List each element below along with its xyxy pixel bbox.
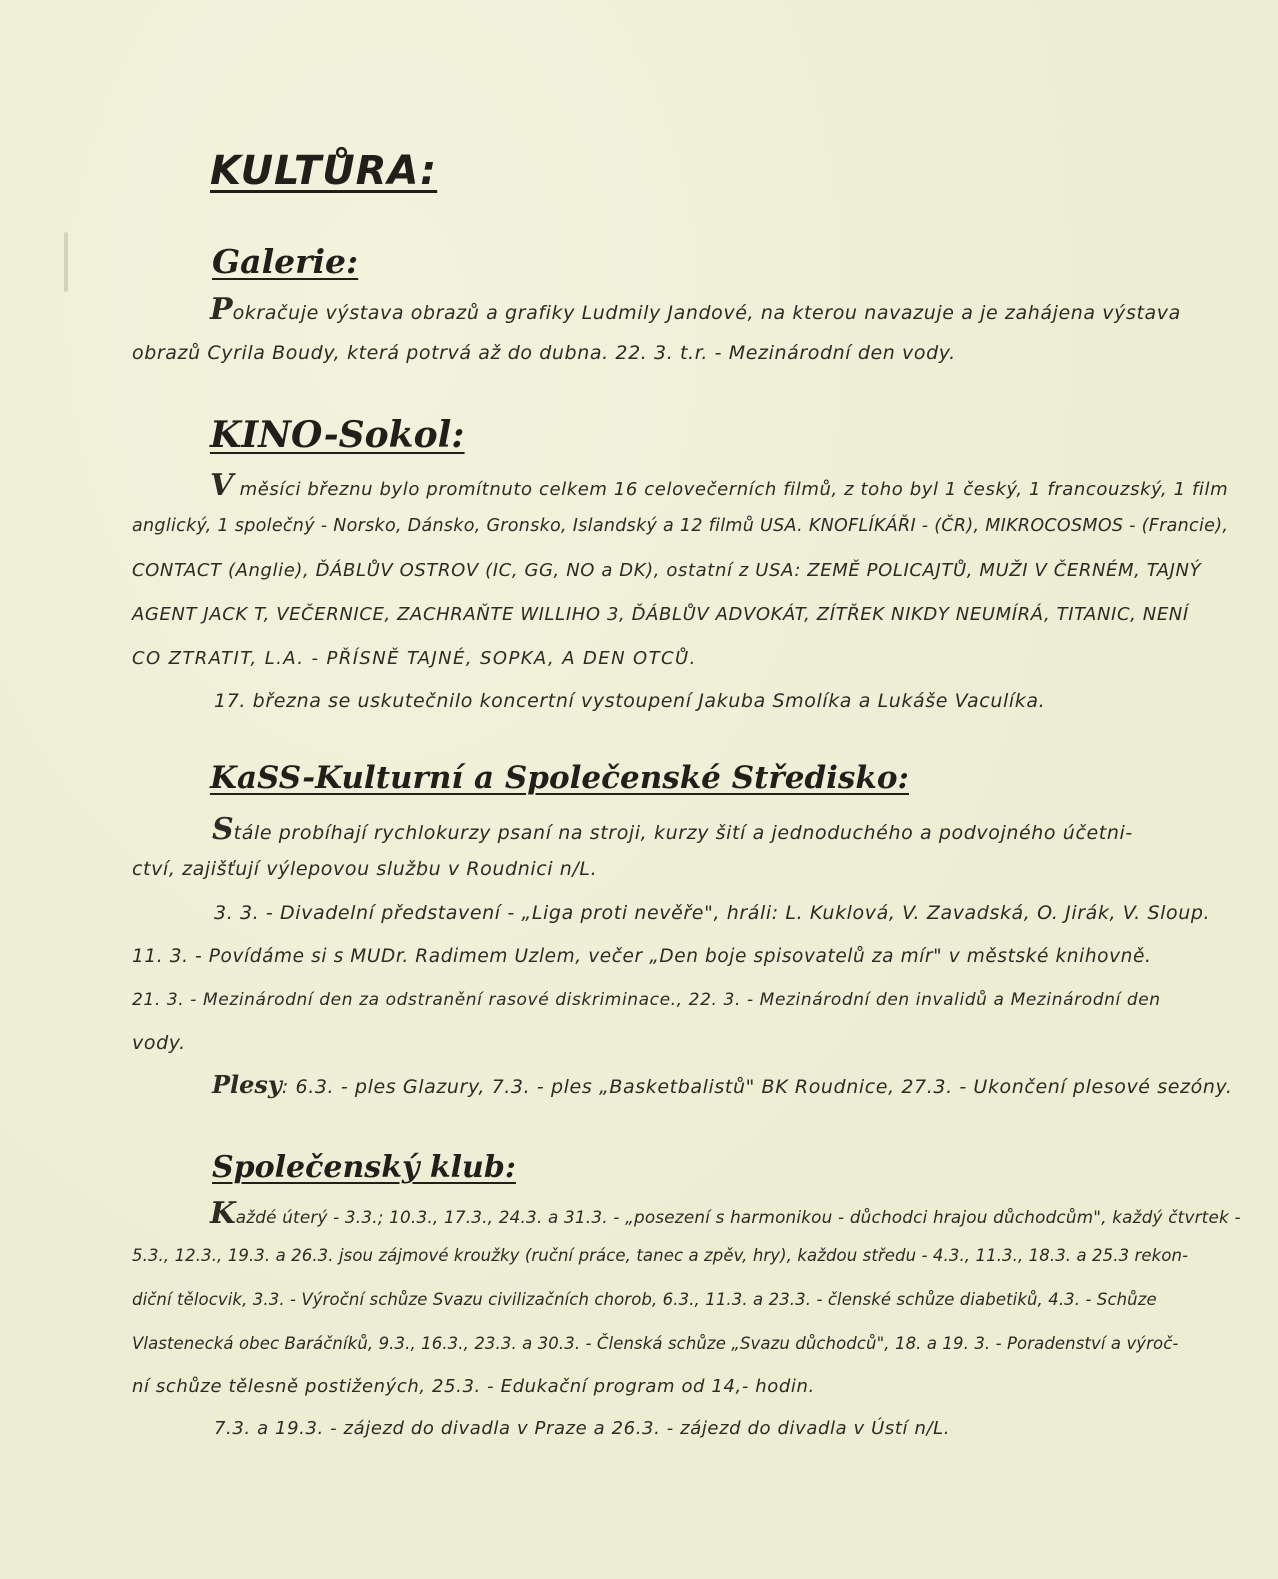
- page-edge-mark: [64, 232, 68, 292]
- kino-line-3: CONTACT (Anglie), ĎÁBLŮV OSTROV (IC, GG, NO a DK), ostatní z USA: ZEMĚ POLICAJTŮ, MUŽI V ČERNÉM, TAJNÝ: [132, 560, 1202, 581]
- klub-line-2: 5.3., 12.3., 19.3. a 26.3. jsou zájmové kroužky (ruční práce, tanec a zpěv, hry), každou středu - 4.3., 11.3., 18.3. a 25.3 rekon-: [132, 1246, 1189, 1265]
- galerie-line-2: obrazů Cyrila Boudy, která potrvá až do dubna. 22. 3. t.r. - Mezinárodní den vody.: [132, 342, 956, 364]
- kino-line-2: anglický, 1 společný - Norsko, Dánsko, Gronsko, Islandský a 12 filmů USA. KNOFLÍKÁŘI - (ČR), MIKROCOSMOS - (Francie),: [132, 516, 1229, 536]
- klub-line-5: ní schůze tělesně postižených, 25.3. - Edukační program od 14,- hodin.: [132, 1376, 815, 1397]
- kino-line-5: CO ZTRATIT, L.A. - PŘÍSNĚ TAJNÉ, SOPKA, A DEN OTCŮ.: [132, 648, 697, 669]
- drop-cap: K: [210, 1196, 236, 1231]
- kino-line-4: AGENT JACK T, VEČERNICE, ZACHRAŇTE WILLIHO 3, ĎÁBLŮV ADVOKÁT, ZÍTŘEK NIKDY NEUMÍRÁ, TITANIC, NENÍ: [132, 604, 1189, 625]
- section-title-kass: KaSS-Kulturní a Společenské Středisko:: [210, 760, 909, 796]
- line-text: okračuje výstava obrazů a grafiky Ludmily Jandové, na kterou navazuje a je zahájena výstava: [232, 302, 1181, 324]
- line-text: měsíci březnu bylo promítnuto celkem 16 celovečerních filmů, z toho byl 1 český, 1 francouzský, 1 film: [233, 479, 1229, 500]
- kass-line-3: 3. 3. - Divadelní představení - „Liga proti nevěře", hráli: L. Kuklová, V. Zavadská, O. Jirák, V. Sloup.: [214, 902, 1211, 924]
- kass-line-7: [212, 1070, 1232, 1099]
- klub-line-1: [210, 1196, 1241, 1231]
- line-text: : 6.3. - ples Glazury, 7.3. - ples „Basketbalistů" BK Roudnice, 27.3. - Ukončení plesové sezóny.: [281, 1076, 1233, 1098]
- drop-cap: V: [210, 468, 234, 503]
- klub-line-4: Vlastenecká obec Baráčníků, 9.3., 16.3., 23.3. a 30.3. - Členská schůze „Svazu důchodců", 18. a 19. 3. - Poradenství a výroč-: [132, 1334, 1179, 1353]
- plesy-label: Plesy: [212, 1070, 282, 1099]
- kass-line-5: 21. 3. - Mezinárodní den za odstranění rasové diskriminace., 22. 3. - Mezinárodní den invalidů a Mezinárodní den: [132, 990, 1161, 1010]
- page-title: KULTŮRA:: [210, 148, 438, 194]
- kass-line-2: ctví, zajišťují výlepovou službu v Roudnici n/L.: [132, 858, 598, 880]
- section-title-galerie: Galerie:: [212, 242, 359, 281]
- line-text: aždé úterý - 3.3.; 10.3., 17.3., 24.3. a 31.3. - „posezení s harmonikou - důchodci hrajou důchodcům", každý čtvrtek -: [235, 1208, 1241, 1228]
- section-title-kino: KINO-Sokol:: [210, 414, 465, 456]
- kino-line-1: [210, 468, 1228, 503]
- line-text: tále probíhají rychlokurzy psaní na stroji, kurzy šití a jednoduchého a podvojného účetni-: [233, 822, 1133, 844]
- kass-line-1: [212, 812, 1133, 847]
- klub-line-6: 7.3. a 19.3. - zájezd do divadla v Praze a 26.3. - zájezd do divadla v Ústí n/L.: [214, 1418, 951, 1439]
- kass-line-4: 11. 3. - Povídáme si s MUDr. Radimem Uzlem, večer „Den boje spisovatelů za mír" v městské knihovně.: [132, 946, 1152, 967]
- section-title-klub: Společenský klub:: [212, 1150, 516, 1185]
- kino-line-6: 17. března se uskutečnilo koncertní vystoupení Jakuba Smolíka a Lukáše Vaculíka.: [214, 690, 1046, 712]
- drop-cap: S: [212, 812, 234, 847]
- galerie-line-1: [210, 292, 1181, 327]
- drop-cap: P: [210, 292, 233, 327]
- kass-line-6: vody.: [132, 1032, 186, 1054]
- klub-line-3: diční tělocvik, 3.3. - Výroční schůze Svazu civilizačních chorob, 6.3., 11.3. a 23.3. - členské schůze diabetiků, 4.3. - Schůze: [132, 1290, 1157, 1309]
